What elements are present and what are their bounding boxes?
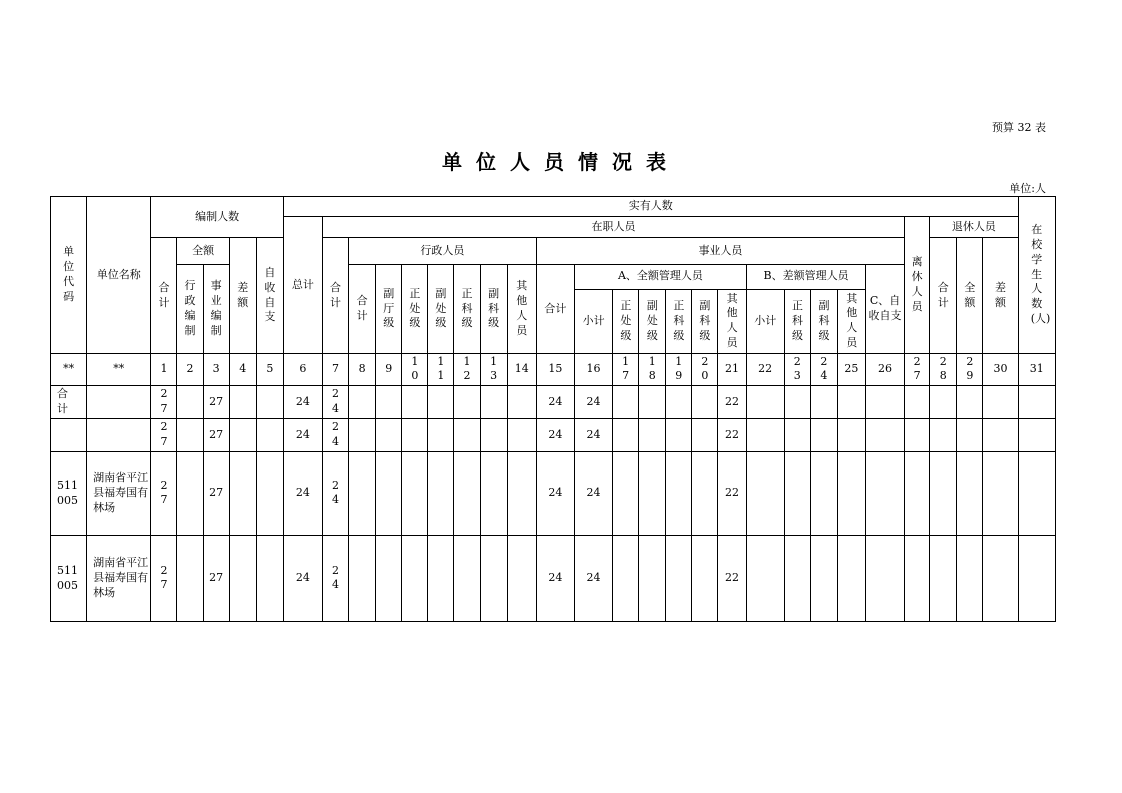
header-grand-total: 总计 xyxy=(283,217,322,354)
table-row xyxy=(51,452,1056,536)
index-cell: 1 xyxy=(151,354,177,386)
index-cell: 31 xyxy=(1018,354,1055,386)
value-cell xyxy=(376,452,402,536)
unit-name-cell xyxy=(87,419,151,452)
index-cell: 19 xyxy=(666,354,692,386)
header-grp-b-label: B、差额管理人员 xyxy=(747,265,866,289)
header-ret-total: 合计 xyxy=(930,238,957,354)
value-cell: 27 xyxy=(151,452,177,536)
header-admin-total: 合计 xyxy=(349,265,376,354)
value-cell xyxy=(957,386,983,419)
header-group-c: C、自收自支 xyxy=(865,265,904,354)
index-cell: 11 xyxy=(428,354,454,386)
index-cell: 8 xyxy=(349,354,376,386)
header-b-sub: 小计 xyxy=(747,289,785,353)
header-group-b xyxy=(746,265,865,354)
index-cell: ** xyxy=(87,354,151,386)
value-cell xyxy=(666,419,692,452)
value-cell xyxy=(905,536,930,622)
value-cell xyxy=(229,452,256,536)
value-cell xyxy=(905,452,930,536)
value-cell xyxy=(784,386,810,419)
value-cell: 24 xyxy=(323,419,349,452)
header-admin-vice-dept: 副厅级 xyxy=(376,265,402,354)
index-cell: 13 xyxy=(480,354,507,386)
index-cell: 10 xyxy=(402,354,428,386)
staff-table xyxy=(50,196,1056,622)
value-cell xyxy=(810,452,837,536)
header-students: 在校学生人数(人) xyxy=(1018,197,1055,354)
value-cell: 24 xyxy=(536,536,574,622)
header-on-duty: 在职人员 xyxy=(323,217,905,238)
header-admin-staff: 行政人员 xyxy=(349,238,537,265)
value-cell xyxy=(613,452,639,536)
index-cell: 7 xyxy=(323,354,349,386)
unit-label: 单位:人 xyxy=(1009,182,1046,195)
value-cell xyxy=(983,386,1018,419)
header-admin-vice-chu: 副处级 xyxy=(428,265,454,354)
header-group-a xyxy=(574,265,746,354)
header-unit-code: 单位代码 xyxy=(51,197,87,354)
header-a-chu: 正处级 xyxy=(613,289,639,353)
header-bz-diff: 差额 xyxy=(229,238,256,354)
value-cell xyxy=(1018,452,1055,536)
value-cell: 24 xyxy=(283,452,322,536)
header-admin-chu: 正处级 xyxy=(402,265,428,354)
index-cell: 22 xyxy=(746,354,784,386)
header-a-ke: 正科级 xyxy=(666,289,692,353)
index-cell: 16 xyxy=(574,354,612,386)
value-cell xyxy=(613,386,639,419)
table-row xyxy=(51,536,1056,622)
value-cell xyxy=(256,452,283,536)
index-cell: 27 xyxy=(905,354,930,386)
value-cell xyxy=(865,536,904,622)
value-cell: 22 xyxy=(718,452,746,536)
value-cell xyxy=(957,419,983,452)
index-cell: 14 xyxy=(507,354,536,386)
header-inst-total: 合计 xyxy=(536,265,574,354)
value-cell xyxy=(428,386,454,419)
header-bz-self: 自收自支 xyxy=(256,238,283,354)
value-cell: 24 xyxy=(574,452,612,536)
value-cell xyxy=(177,419,203,452)
value-cell xyxy=(507,386,536,419)
index-cell: 17 xyxy=(613,354,639,386)
value-cell xyxy=(428,536,454,622)
value-cell: 27 xyxy=(151,536,177,622)
header-a-vice-chu: 副处级 xyxy=(639,289,666,353)
index-cell: 5 xyxy=(256,354,283,386)
header-ret-diff: 差额 xyxy=(983,238,1018,354)
value-cell xyxy=(1018,419,1055,452)
index-cell: 24 xyxy=(810,354,837,386)
value-cell xyxy=(639,452,666,536)
index-cell: 12 xyxy=(454,354,480,386)
value-cell xyxy=(930,419,957,452)
value-cell xyxy=(402,386,428,419)
value-cell: 27 xyxy=(203,452,229,536)
value-cell: 22 xyxy=(718,536,746,622)
value-cell xyxy=(428,419,454,452)
value-cell xyxy=(454,386,480,419)
value-cell xyxy=(784,452,810,536)
unit-code-cell: 511005 xyxy=(51,452,87,536)
value-cell xyxy=(810,386,837,419)
value-cell: 27 xyxy=(203,419,229,452)
value-cell xyxy=(905,419,930,452)
unit-name-cell xyxy=(87,386,151,419)
value-cell: 24 xyxy=(323,452,349,536)
value-cell: 24 xyxy=(536,419,574,452)
index-cell: 4 xyxy=(229,354,256,386)
value-cell: 22 xyxy=(718,386,746,419)
value-cell: 24 xyxy=(574,386,612,419)
index-cell: 6 xyxy=(283,354,322,386)
value-cell xyxy=(229,536,256,622)
value-cell xyxy=(349,419,376,452)
header-b-ke: 正科级 xyxy=(785,289,811,353)
value-cell xyxy=(480,452,507,536)
header-bz-admin: 行政编制 xyxy=(177,265,203,354)
value-cell xyxy=(810,536,837,622)
value-cell xyxy=(507,536,536,622)
value-cell xyxy=(692,536,718,622)
header-admin-other: 其他人员 xyxy=(507,265,536,354)
header-grp-a-label: A、全额管理人员 xyxy=(575,265,746,289)
index-cell: 29 xyxy=(957,354,983,386)
header-retreat: 离休人员 xyxy=(905,217,930,354)
value-cell xyxy=(402,536,428,622)
value-cell xyxy=(402,419,428,452)
value-cell xyxy=(349,452,376,536)
value-cell xyxy=(837,452,865,536)
index-cell: 28 xyxy=(930,354,957,386)
value-cell xyxy=(256,419,283,452)
value-cell xyxy=(454,536,480,622)
value-cell xyxy=(930,386,957,419)
value-cell xyxy=(692,452,718,536)
index-cell: 18 xyxy=(639,354,666,386)
value-cell xyxy=(480,386,507,419)
value-cell xyxy=(746,452,784,536)
table-row xyxy=(51,386,1056,419)
value-cell xyxy=(983,536,1018,622)
value-cell xyxy=(376,536,402,622)
value-cell xyxy=(837,386,865,419)
value-cell: 24 xyxy=(574,536,612,622)
header-bz-inst: 事业编制 xyxy=(203,265,229,354)
value-cell: 24 xyxy=(574,419,612,452)
value-cell: 27 xyxy=(203,536,229,622)
header-admin-ke: 正科级 xyxy=(454,265,480,354)
header-bz-total: 合计 xyxy=(151,238,177,354)
value-cell xyxy=(865,386,904,419)
header-admin-vice-ke: 副科级 xyxy=(480,265,507,354)
value-cell xyxy=(837,536,865,622)
value-cell xyxy=(983,452,1018,536)
value-cell xyxy=(229,419,256,452)
header-a-vice-ke: 副科级 xyxy=(692,289,718,353)
value-cell xyxy=(349,386,376,419)
header-duty-total: 合计 xyxy=(323,238,349,354)
value-cell xyxy=(746,536,784,622)
header-unit-name: 单位名称 xyxy=(87,197,151,354)
index-cell: 25 xyxy=(837,354,865,386)
value-cell xyxy=(905,386,930,419)
value-cell xyxy=(930,452,957,536)
value-cell xyxy=(507,419,536,452)
index-cell: 2 xyxy=(177,354,203,386)
value-cell xyxy=(480,536,507,622)
value-cell xyxy=(256,536,283,622)
value-cell xyxy=(639,386,666,419)
form-number: 预算 32 表 xyxy=(992,121,1046,134)
value-cell xyxy=(349,536,376,622)
value-cell xyxy=(454,419,480,452)
value-cell xyxy=(507,452,536,536)
value-cell: 24 xyxy=(283,386,322,419)
value-cell xyxy=(746,419,784,452)
value-cell xyxy=(613,536,639,622)
value-cell: 22 xyxy=(718,419,746,452)
index-cell: 26 xyxy=(865,354,904,386)
header-staffing: 编制人数 xyxy=(151,197,283,238)
value-cell xyxy=(229,386,256,419)
value-cell xyxy=(784,419,810,452)
value-cell xyxy=(957,452,983,536)
value-cell xyxy=(613,419,639,452)
header-b-vice-ke: 副科级 xyxy=(811,289,838,353)
index-cell: ** xyxy=(51,354,87,386)
value-cell: 27 xyxy=(203,386,229,419)
unit-name-cell: 湖南省平江县福寿国有林场 xyxy=(87,452,151,536)
value-cell xyxy=(639,419,666,452)
value-cell: 24 xyxy=(283,536,322,622)
value-cell xyxy=(784,536,810,622)
header-retired: 退休人员 xyxy=(930,217,1018,238)
value-cell xyxy=(376,386,402,419)
index-cell: 30 xyxy=(983,354,1018,386)
value-cell xyxy=(256,386,283,419)
value-cell: 24 xyxy=(323,386,349,419)
value-cell xyxy=(810,419,837,452)
value-cell xyxy=(983,419,1018,452)
unit-code-cell: 511005 xyxy=(51,536,87,622)
header-ret-full: 全额 xyxy=(957,238,983,354)
table-row xyxy=(51,419,1056,452)
value-cell xyxy=(454,452,480,536)
index-row xyxy=(51,354,1056,386)
unit-name-cell: 湖南省平江县福寿国有林场 xyxy=(87,536,151,622)
value-cell: 24 xyxy=(536,386,574,419)
value-cell xyxy=(957,536,983,622)
page-title: 单位人员情况表 xyxy=(442,150,680,174)
header-a-other: 其他人员 xyxy=(726,291,738,350)
value-cell xyxy=(480,419,507,452)
value-cell: 27 xyxy=(151,386,177,419)
value-cell xyxy=(865,452,904,536)
value-cell xyxy=(177,452,203,536)
value-cell xyxy=(746,386,784,419)
value-cell xyxy=(666,386,692,419)
unit-code-cell: 合计 xyxy=(51,386,87,419)
index-cell: 15 xyxy=(536,354,574,386)
value-cell xyxy=(930,536,957,622)
value-cell xyxy=(177,536,203,622)
unit-code-cell xyxy=(51,419,87,452)
value-cell: 24 xyxy=(283,419,322,452)
header-full: 全额 xyxy=(177,238,229,265)
index-cell: 9 xyxy=(376,354,402,386)
index-cell: 21 xyxy=(718,354,746,386)
value-cell xyxy=(639,536,666,622)
value-cell: 27 xyxy=(151,419,177,452)
value-cell xyxy=(428,452,454,536)
index-cell: 3 xyxy=(203,354,229,386)
value-cell xyxy=(865,419,904,452)
header-b-other: 其他人员 xyxy=(846,291,858,350)
value-cell xyxy=(177,386,203,419)
header-a-sub: 小计 xyxy=(575,289,613,353)
header-inst-staff: 事业人员 xyxy=(536,238,904,265)
header-actual: 实有人数 xyxy=(283,197,1018,217)
value-cell xyxy=(376,419,402,452)
index-cell: 20 xyxy=(692,354,718,386)
value-cell xyxy=(666,452,692,536)
value-cell xyxy=(402,452,428,536)
value-cell xyxy=(1018,536,1055,622)
value-cell xyxy=(692,419,718,452)
value-cell xyxy=(666,536,692,622)
value-cell: 24 xyxy=(323,536,349,622)
value-cell: 24 xyxy=(536,452,574,536)
index-cell: 23 xyxy=(784,354,810,386)
value-cell xyxy=(692,386,718,419)
value-cell xyxy=(1018,386,1055,419)
value-cell xyxy=(837,419,865,452)
